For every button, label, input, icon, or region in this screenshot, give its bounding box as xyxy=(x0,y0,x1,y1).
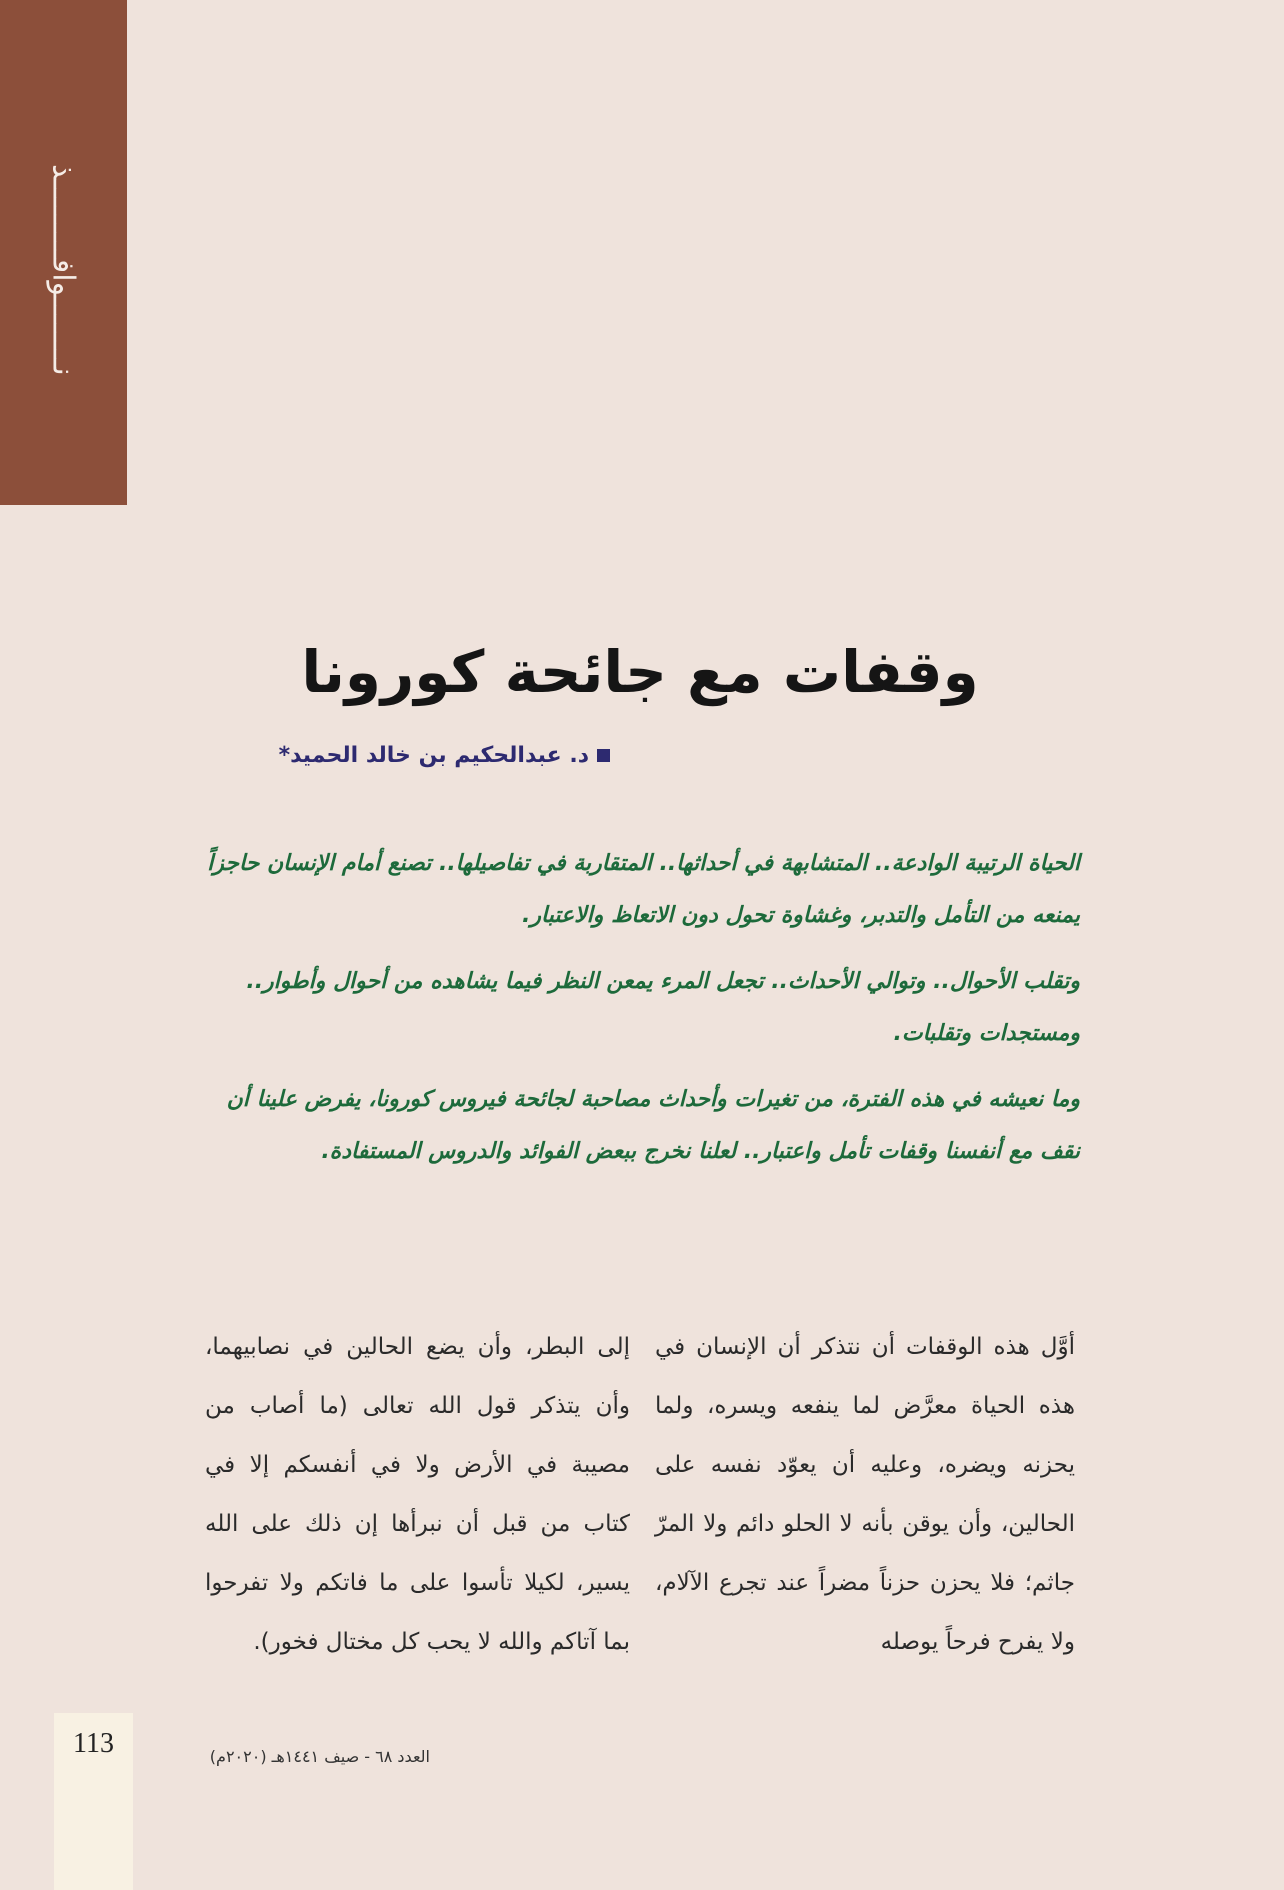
author-line xyxy=(200,743,610,768)
body-column-left: إلى البطر، وأن يضع الحالين في نصابيهما، وأن يتذكر قول الله تعالى (ما أصاب من مصيبة في الأرض ولا في أنفسكم إلا في كتاب من قبل أن نبرأها إن ذلك على الله يسير، لكيلا تأسوا على ما فاتكم ولا تفرحوا بما آتاكم والله لا يحب كل مختال فخور). xyxy=(205,1334,630,1655)
author-name: د. عبدالحكيم بن خالد الحميد* xyxy=(278,743,589,768)
intro-paragraph-2: وتقلب الأحوال.. وتوالي الأحداث.. تجعل المرء يمعن النظر فيما يشاهده من أحوال وأطوار.. ومستجدات وتقلبات. xyxy=(246,969,1080,1046)
intro-paragraph-1: الحياة الرتيبة الوادعة.. المتشابهة في أحداثها.. المتقاربة في تفاصيلها.. تصنع أمام الإنسان حاجزاً يمنعه من التأمل والتدبر، وغشاوة تحول دون الاتعاظ والاعتبار. xyxy=(207,851,1080,928)
intro-block xyxy=(205,838,1080,1192)
issue-line: العدد ٦٨ - صيف ١٤٤١هـ (٢٠٢٠م) xyxy=(209,1747,430,1766)
bullet-square-icon xyxy=(597,749,610,762)
section-label: نــــــــوافـــــــــذ xyxy=(45,164,81,376)
article-title: وقفات مع جائحة كورونا xyxy=(301,637,979,706)
page-number: 113 xyxy=(73,1728,114,1759)
body-column-right: أوَّل هذه الوقفات أن نتذكر أن الإنسان في هذه الحياة معرَّض لما ينفعه ويسره، ولما يحزنه ويضره، وعليه أن يعوّد نفسه على الحالين، وأن يوقن بأنه لا الحلو دائم ولا المرّ جاثم؛ فلا يحزن حزناً مضراً عند تجرع الآلام، ولا يفرح فرحاً يوصله xyxy=(655,1334,1075,1655)
intro-paragraph-3: وما نعيشه في هذه الفترة، من تغيرات وأحداث مصاحبة لجائحة فيروس كورونا، يفرض علينا أن نقف مع أنفسنا وقفات تأمل واعتبار.. لعلنا نخرج ببعض الفوائد والدروس المستفادة. xyxy=(226,1087,1080,1164)
